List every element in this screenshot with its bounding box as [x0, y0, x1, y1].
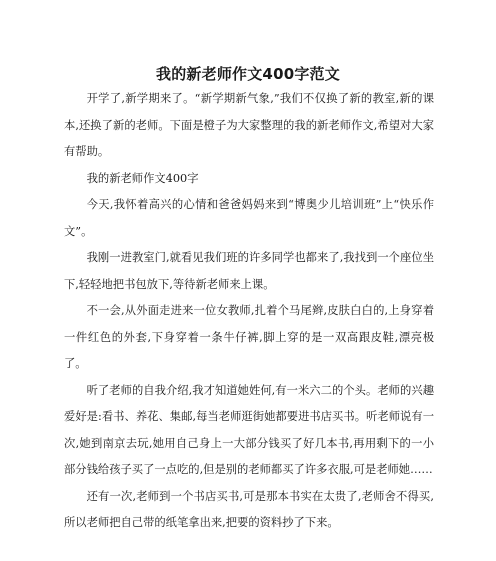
- paragraph-introduction: 听了老师的自我介绍,我才知道她姓何,有一米六二的个头。老师的兴趣爱好是:看书、养花、集邮,每当老师逛街她都要进书店买书。听老师说有一次,她到南京去玩,她用自己身上一大部分钱买了好几本书,再用剩下的一小部分钱给孩子买了一点吃的,但是别的老师都买了许多衣服,可是老师她……: [64, 383, 434, 476]
- document-title: 我的新老师作文400字范文: [156, 65, 340, 83]
- paragraph-intro: 开学了,新学期来了。“新学期新气象,”我们不仅换了新的教室,新的课本,还换了新的老师。下面是橙子为大家整理的我的新老师作文,希望对大家有帮助。: [64, 92, 434, 158]
- paragraph-subheading: 我的新老师作文400字: [86, 171, 199, 185]
- paragraph-teacher-appearance: 不一会,从外面走进来一位女教师,扎着个马尾辫,皮肤白白的,上身穿着一件红色的外套,下身穿着一条牛仔裤,脚上穿的是一双高跟皮鞋,漂亮极了。: [64, 304, 434, 370]
- document-body: [64, 86, 434, 537]
- paragraph-today: 今天,我怀着高兴的心情和爸爸妈妈来到“博奥少儿培训班”上“快乐作文”。: [64, 198, 434, 238]
- paragraph-bookstore: 还有一次,老师到一个书店买书,可是那本书实在太贵了,老师舍不得买,所以老师把自己带的纸笔拿出来,把要的资料抄了下来。: [64, 489, 434, 529]
- paragraph-classroom: 我刚一进教室门,就看见我们班的许多同学也都来了,我找到一个座位坐下,轻轻地把书包放下,等待新老师来上课。: [64, 251, 434, 291]
